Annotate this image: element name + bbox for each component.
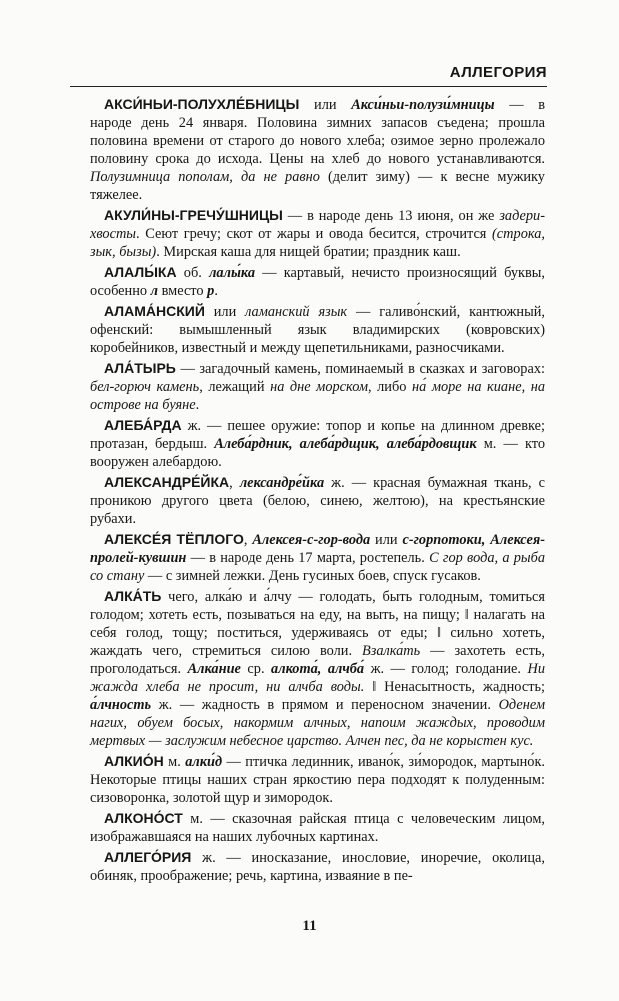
entry-text: — картавый, нечисто произносящий буквы, особенно xyxy=(90,265,545,299)
entry-text: ж. — жадность в прямом и переносном значении. xyxy=(151,697,499,713)
entry-text: — галиво́нский, кантюжный, офенский: вымышленный язык владимирских (ковровских) коробейников, известный и между щепетильниками, разносчиками. xyxy=(90,304,545,356)
headword: АЛКИО́Н xyxy=(104,753,164,769)
headword: АКУЛИ́НЫ-ГРЕЧУ́ШНИЦЫ xyxy=(104,207,283,223)
entry-text: или xyxy=(299,97,352,113)
headword: АЛАЛЫ́КА xyxy=(104,264,177,280)
entry-text: вместо xyxy=(158,283,208,299)
entry-alekseya xyxy=(90,530,545,585)
entry-text: м. — сказочная райская птица с человеческим лицом, изображавшаяся на наших лубочных картинах. xyxy=(90,811,545,845)
italic-note: бел-горюч камень xyxy=(90,379,200,395)
entry-text: . Сеют гречу; скот от жары и овода бесится, строчится xyxy=(136,226,493,242)
derived-forms: алкота́, алчба́ xyxy=(271,661,365,677)
proverb: С гор вода, а рыба со стану xyxy=(90,550,546,584)
italic-note: Взалка́ть xyxy=(362,643,421,659)
entry-aleksandreyka xyxy=(90,473,545,528)
headword: АЛКА́ТЬ xyxy=(104,588,162,604)
derived-forms: Алка́ние xyxy=(187,661,241,677)
variant-form: ламанский язык xyxy=(245,304,348,320)
entry-alamansky xyxy=(90,302,545,357)
italic-note: на дне морском xyxy=(270,379,368,395)
entry-alalyka xyxy=(90,263,545,300)
entry-text: — птичка лединник, ивано́к, зи́мородок, мартыно́к. Некоторые птицы наших стран яркостию пера подходят к полуденным: сизоворонка, золотой щур и зимородок. xyxy=(90,754,545,806)
headword: АЛКОНО́СТ xyxy=(104,810,183,826)
headword: АЛЕКСЕ́Я ТЁПЛОГО xyxy=(104,531,244,547)
headword: АЛА́ТЫРЬ xyxy=(104,360,176,376)
variant-form: Алексея-с-гор-вода xyxy=(252,532,371,548)
proverb: Ни жажда хлеба не просит, ни алчба воды. xyxy=(90,661,546,695)
entry-text: м. xyxy=(163,754,186,770)
headword: АЛЕКСАНДРЕ́ЙКА xyxy=(104,474,230,490)
variant-form: лександре́йка xyxy=(239,475,325,491)
entry-text: , xyxy=(229,475,240,491)
entry-alkonost xyxy=(90,809,545,846)
entry-text: чего, алка́ю и а́лчу — голодать, быть голодным, томиться голодом; хотеть есть, позываться на еду, на выть, на пищу; ‖ налагать на себя голод, тощу; поститься, удерживаясь от еды; ‖ сильно хотеть, жаждать чего, стремиться силою воли. xyxy=(90,589,545,659)
variant-form: алки́д xyxy=(185,754,223,770)
entry-text: . xyxy=(214,283,218,299)
italic-note: (строка, зык, бызы) xyxy=(90,226,545,260)
proverb: Оденем нагих, обуем босых, накормим алчных, напоим жаждых, проводим мертвых — заслужим небесное царство. Алчен пес, да не корыстен кус. xyxy=(90,697,545,749)
entry-text: — в народе день 13 июня, он же xyxy=(282,208,500,224)
entry-text: . Мирская каша для нищей братии; праздник каш. xyxy=(156,244,461,260)
entry-allegoriya xyxy=(90,848,545,885)
entry-text: или xyxy=(204,304,246,320)
entry-text: — загадочный камень, поминаемый в сказках и заговорах: xyxy=(175,361,545,377)
entry-text: ср. xyxy=(240,661,272,677)
entry-aksinyi xyxy=(90,95,545,204)
running-head: АЛЛЕГОРИЯ xyxy=(70,64,547,87)
entry-text: ж. — пешее оружие: топор и копье на длинном древке; протазан, бердыш. xyxy=(90,418,545,452)
derived-forms: Алеба́рдник, алеба́рдщик, алеба́рдовщик xyxy=(214,436,477,452)
entry-text: (делит зиму) — к весне мужику тяжелее. xyxy=(90,169,545,203)
headword: АЛАМА́НСКИЙ xyxy=(104,303,205,319)
variant-form: лалы́ка xyxy=(209,265,255,281)
proverb: Полузимница пополам, да не равно xyxy=(90,169,320,185)
entry-text: ж. — красная бумажная ткань, с проникою другого цвета (белою, синею, желтою), на крестьянские рубахи. xyxy=(90,475,546,527)
entry-text: или xyxy=(370,532,403,548)
variant-form: Акси́ньи-полузи́мницы xyxy=(351,97,495,113)
entry-text: — в народе день 17 марта, ростепель. xyxy=(186,550,430,566)
dictionary-text xyxy=(90,95,545,887)
headword: АЛЛЕГО́РИЯ xyxy=(104,849,192,865)
entry-akuliny xyxy=(90,206,545,261)
italic-note: на́ море на киане, на острове на буяне xyxy=(90,379,545,413)
headword: АЛЕБА́РДА xyxy=(104,417,182,433)
variant-form: с-горпотоки, Алексея-пролей-кувшин xyxy=(90,532,546,566)
entry-alkat xyxy=(90,587,545,750)
variant-form: задери-хвосты xyxy=(90,208,545,242)
entry-text: , лежащий xyxy=(199,379,271,395)
entry-text: — с зимней лежки. День гусиных боев, спуск гусаков. xyxy=(144,568,481,584)
letter: л xyxy=(150,283,159,299)
entry-text: м. — кто вооружен алебардою. xyxy=(90,436,545,470)
headword: АКСИ́НЬИ-ПОЛУХЛЕ́БНИЦЫ xyxy=(104,96,300,112)
entry-text: . xyxy=(195,397,200,413)
page-number: 11 xyxy=(302,918,317,934)
entry-text: ж. — иносказание, инословие, иноречие, околица, обиняк, проображение; речь, картина, изваяние в пе- xyxy=(90,850,545,884)
entry-text: , xyxy=(243,532,253,548)
entry-text: ж. — голод; голодание. xyxy=(364,661,528,677)
letter: р xyxy=(207,283,215,299)
derived-forms: а́лчность xyxy=(90,697,152,713)
entry-text: ‖ Ненасытность, жадность; xyxy=(364,679,545,695)
entry-alatyr xyxy=(90,359,545,414)
entry-text: — захотеть есть, проголодаться. xyxy=(90,643,545,677)
entry-alkion xyxy=(90,752,545,807)
entry-text: , либо xyxy=(368,379,412,395)
entry-text: об. xyxy=(176,265,210,281)
entry-text: — в народе день 24 января. Половина зимних запасов съедена; прошла половина времени от старого до нового хлеба; озимое зерно пролежало половину срока до исхода. Цены на хлеб до нового устанавливаются. xyxy=(90,97,545,167)
entry-alebarda xyxy=(90,416,545,471)
